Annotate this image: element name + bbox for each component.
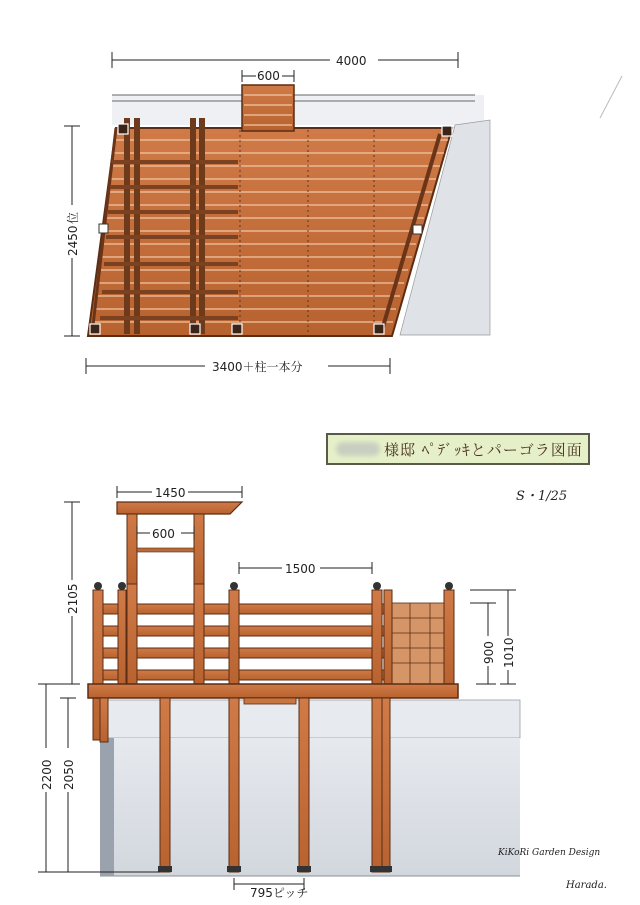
elev-dim-2050: 2050: [62, 759, 76, 790]
plan-dim-2450-note: 位: [66, 211, 80, 224]
elev-dim-2200: 2200: [40, 759, 54, 790]
plan-dim-4000: [112, 52, 458, 68]
elev-deck: [88, 684, 458, 698]
elevation-view: [38, 486, 520, 900]
plan-house-wall: [112, 95, 484, 125]
elev-dim-2105: 2105: [66, 583, 80, 614]
elev-side-lattice: [390, 603, 452, 685]
elev-step: [244, 698, 296, 704]
plan-dim-2450-label: 2450: [66, 225, 80, 256]
elev-dim-1010: 1010: [502, 637, 516, 668]
plan-step: [242, 85, 294, 131]
redacted-name: [336, 442, 380, 456]
elev-finials: [94, 582, 453, 590]
elev-dim-900: 900: [482, 641, 496, 664]
elev-dim-1450: 1450: [155, 486, 186, 500]
plan-dim-3400-label: 3400＋柱一本分: [212, 360, 303, 374]
elev-pergola: [117, 502, 242, 584]
title-box: [326, 433, 590, 465]
corner-stroke: [600, 76, 622, 118]
elev-dim-795: 795ピッチ: [250, 886, 309, 900]
elev-dim-1500: 1500: [285, 562, 316, 576]
elev-railing: [100, 604, 390, 680]
elev-dim-600: 600: [152, 527, 175, 541]
plan-deck: [88, 128, 452, 336]
scale-label: S・1/25: [516, 489, 568, 504]
plan-view: [64, 52, 490, 374]
signature-line2: Harada.: [566, 880, 607, 891]
drawing-title: 様邸 ﾍﾟﾃﾞｯｷとパーゴラ図面: [384, 440, 583, 459]
signature-line1: KiKoRi Garden Design: [498, 848, 601, 858]
plan-dim-4000-label: 4000: [336, 54, 367, 68]
elev-wall-left-shadow: [100, 738, 114, 876]
plan-dim-600-label: 600: [257, 69, 280, 83]
